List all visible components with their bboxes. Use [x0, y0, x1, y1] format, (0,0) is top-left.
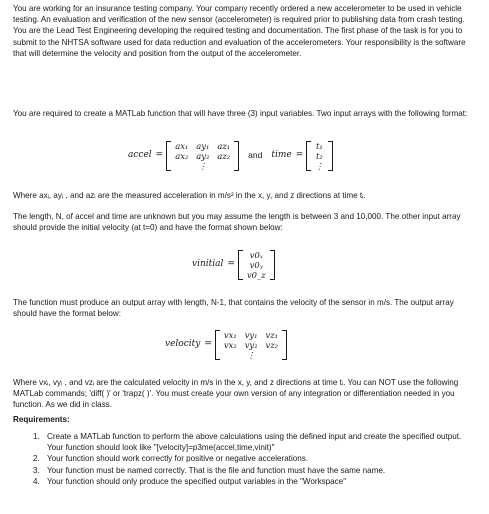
matrix-cell: vz₂	[265, 340, 279, 350]
matrix-cell: vz₁	[265, 330, 279, 340]
matrix-cell: ⋮	[315, 161, 324, 171]
intro-paragraph: You are working for an insurance testing company. Your company recently ordered a new accelerometer to be used in vehicle testing. An evaluation and verification of the new sensor (accelerometer) is required prior to publishing data from crash testing. You are the Lead Test Engineering developing the required testing and documentation. The first phase of the task is for you to submit to the NHTSA software used for data reduction and evaluation of the accelerometers. Your responsibility is the software that will determine the velocity and position from the output of the accelerometer.	[13, 4, 466, 58]
matrix-cell: ax₁	[175, 141, 189, 151]
vinitial-matrix	[238, 250, 275, 280]
matrix-cell: ⋮	[246, 350, 256, 360]
matrix-cell: t₂	[316, 151, 323, 161]
matrix-cell: ay₁	[196, 141, 210, 151]
matrix-cell: t₁	[316, 141, 323, 151]
where-velocity-paragraph: Where vxᵢ, vyᵢ , and vzᵢ are the calculated velocity in m/s in the x, y, and z directions at time tᵢ. You can NOT use the following MATLab commands; 'diff( )' or 'trapz( )'. You must create your own version of any integration or differentiation needed in you function. As we did in class.	[13, 378, 459, 410]
velocity-label: velocity	[165, 339, 201, 350]
time-label: time	[271, 150, 292, 161]
vinitial-equation: vinitial = v0ₓ v0ᵧ v0_z	[192, 250, 275, 280]
matrix-cell: az₁	[217, 141, 231, 151]
matrix-cell: vy₂	[244, 340, 258, 350]
matrix-cell: v0ₓ	[249, 250, 263, 260]
accel-label: accel	[128, 150, 152, 161]
where-accel-paragraph: Where axᵢ, ayᵢ , and azᵢ are the measured acceleration in m/s² in the x, y, and z directions at time tᵢ.	[13, 191, 366, 200]
matrix-cell: v0_z	[246, 270, 266, 280]
inputs-intro-paragraph: You are required to create a MATLab function that will have three (3) input variables. Two input arrays with the following format:	[13, 109, 468, 118]
list-item: 2. Your function should work correctly for positive or negative accelerations.	[33, 454, 309, 464]
accel-matrix	[166, 141, 239, 171]
matrix-cell: vx₂	[223, 340, 237, 350]
vinitial-label: vinitial	[192, 259, 224, 270]
list-item: 4. Your function should only produce the specified output variables in the "Workspace"	[33, 476, 347, 486]
matrix-cell	[262, 350, 283, 360]
matrix-cell	[171, 161, 192, 171]
matrix-cell: vy₁	[244, 330, 258, 340]
velocity-equation: velocity = vx₁ vy₁ vz₁ vx₂ vy₂ vz₂ ⋮	[165, 330, 287, 360]
velocity-matrix	[215, 330, 287, 360]
and-word: and	[248, 150, 263, 161]
matrix-cell	[220, 350, 241, 360]
length-paragraph: The length, N, of accel and time are unknown but you may assume the length is between 3 and 10,000. The other input array should provide the initial velocity (at t=0) and have the format shown below:	[13, 212, 461, 233]
matrix-cell: az₂	[217, 151, 231, 161]
list-item: 3. Your function must be named correctly. That is the file and function must have the same name.	[33, 465, 386, 475]
accel-time-equation: accel = ax₁ ay₁ az₁ ax₂ ay₂ az₂ ⋮ and time = t₁ t₂ ⋮	[128, 141, 333, 171]
matrix-cell: ay₂	[196, 151, 210, 161]
requirements-heading: Requirements:	[13, 415, 70, 424]
matrix-cell: ax₂	[175, 151, 189, 161]
list-item: 1. Create a MATLab function to perform the above calculations using the defined input and create the specified output. Your function should look like "[velocity]=p3me(accel,time,vinit)"	[33, 432, 462, 453]
requirements-list	[13, 431, 479, 487]
matrix-cell: v0ᵧ	[249, 260, 263, 270]
matrix-cell	[213, 161, 234, 171]
time-matrix	[306, 141, 332, 171]
matrix-cell: vx₁	[223, 330, 237, 340]
matrix-cell: ⋮	[198, 161, 208, 171]
output-paragraph: The function must produce an output array with length, N-1, that contains the velocity of the sensor in m/s. The output array should have the format below:	[13, 298, 454, 319]
